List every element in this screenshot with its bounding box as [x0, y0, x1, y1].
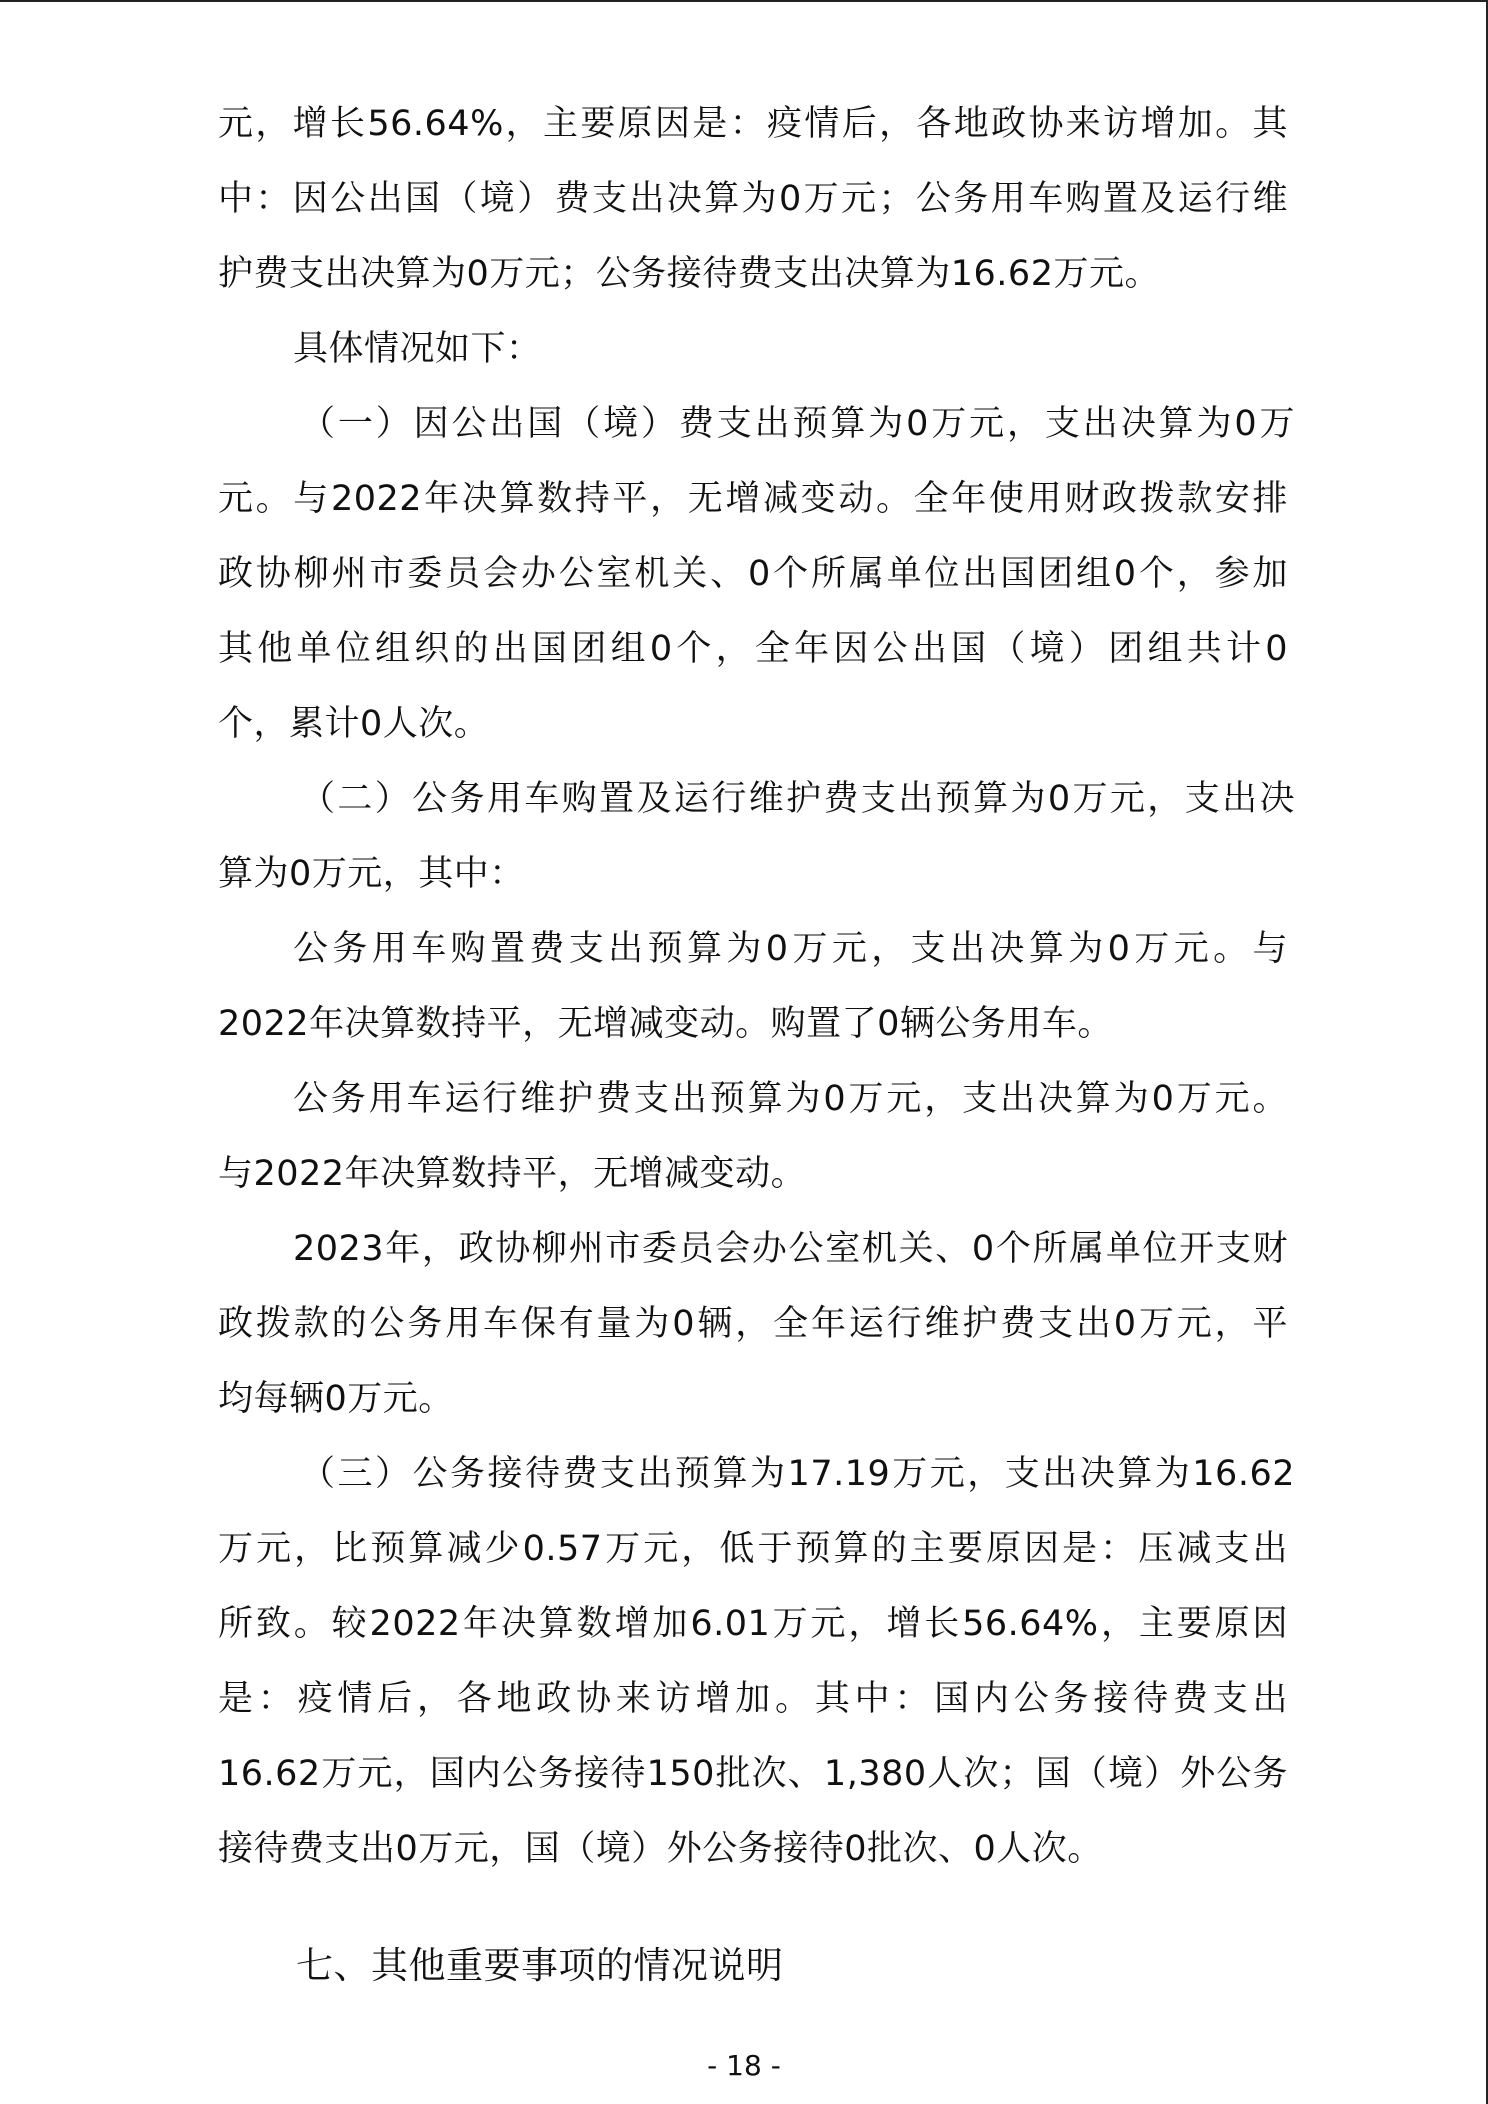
text-line: 与2022年决算数持平，无增减变动。 [218, 1154, 807, 1194]
section-heading: 七、其他重要事项的情况说明 [296, 1944, 784, 1987]
text-line: 2022年决算数持平，无增减变动。购置了0辆公务用车。 [218, 1004, 1113, 1044]
text-line: 元。与2022年决算数持平，无增减变动。全年使用财政拨款安排 [218, 479, 1288, 519]
text-line: 算为0万元，其中： [218, 854, 525, 894]
text-line: 政协柳州市委员会办公室机关、0个所属单位出国团组0个，参加 [218, 554, 1288, 594]
text-line: 2023年，政协柳州市委员会办公室机关、0个所属单位开支财 [293, 1229, 1288, 1269]
text-line: （二）公务用车购置及运行维护费支出预算为0万元，支出决 [300, 779, 1295, 819]
text-line: 中：因公出国（境）费支出决算为0万元；公务用车购置及运行维 [218, 179, 1288, 219]
text-line: 具体情况如下： [293, 329, 542, 369]
text-line: 所致。较2022年决算数增加6.01万元，增长56.64%，主要原因 [218, 1604, 1288, 1644]
text-line: 元，增长56.64%，主要原因是：疫情后，各地政协来访增加。其 [218, 104, 1288, 144]
text-line: 是：疫情后，各地政协来访增加。其中：国内公务接待费支出 [218, 1679, 1288, 1719]
text-line: 16.62万元，国内公务接待150批次、1,380人次；国（境）外公务 [218, 1754, 1288, 1794]
text-line: 个，累计0人次。 [218, 704, 490, 744]
text-line: 接待费支出0万元，国（境）外公务接待0批次、0人次。 [218, 1829, 1103, 1869]
text-line: 公务用车购置费支出预算为0万元，支出决算为0万元。与 [293, 929, 1288, 969]
text-line: 公务用车运行维护费支出预算为0万元，支出决算为0万元。 [293, 1079, 1288, 1119]
text-line: 护费支出决算为0万元；公务接待费支出决算为16.62万元。 [218, 254, 1160, 294]
text-line: （三）公务接待费支出预算为17.19万元，支出决算为16.62 [300, 1454, 1295, 1494]
text-line: 政拨款的公务用车保有量为0辆，全年运行维护费支出0万元，平 [218, 1304, 1288, 1344]
text-line: 均每辆0万元。 [218, 1379, 454, 1419]
text-line: 其他单位组织的出国团组0个，全年因公出国（境）团组共计0 [218, 629, 1288, 669]
text-line: 万元，比预算减少0.57万元，低于预算的主要原因是：压减支出 [218, 1529, 1288, 1569]
page-number: - 18 - [707, 2049, 781, 2082]
text-line: （一）因公出国（境）费支出预算为0万元，支出决算为0万 [300, 404, 1295, 444]
